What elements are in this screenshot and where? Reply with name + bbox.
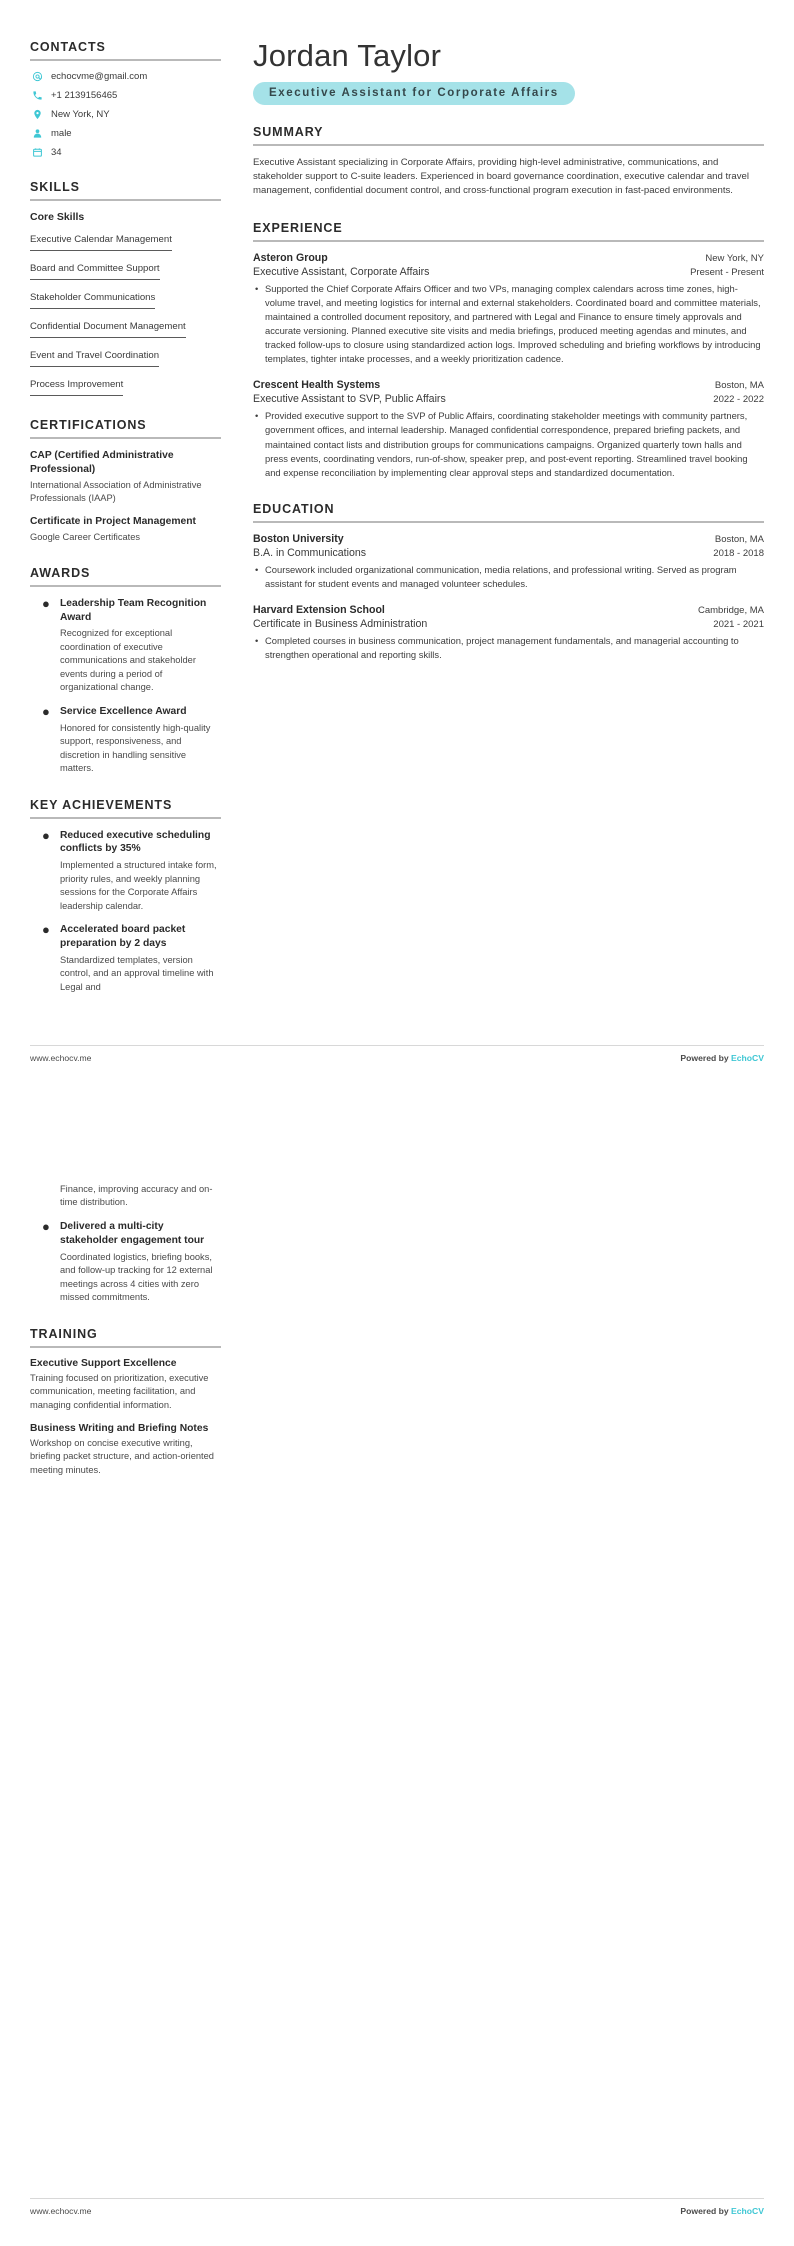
certifications-heading: CERTIFICATIONS xyxy=(30,417,147,432)
bullet-dot-icon: ● xyxy=(42,703,50,719)
experience-dates: Present - Present xyxy=(690,266,764,278)
award-description: Recognized for exceptional coordination of executive communications and stakeholder events during a period of organizational change. xyxy=(60,628,196,693)
certification-org: International Association of Administrative Professionals (IAAP) xyxy=(30,479,202,503)
experience-org-row xyxy=(253,379,764,391)
training-item xyxy=(30,1423,221,1477)
section-divider xyxy=(30,585,221,587)
award-title: Leadership Team Recognition Award xyxy=(60,597,207,623)
section-divider xyxy=(253,144,764,146)
bullet-dot-icon: • xyxy=(255,282,259,294)
skill-item xyxy=(30,316,221,338)
skills-heading: SKILLS xyxy=(30,180,80,194)
contact-email[interactable] xyxy=(30,71,221,82)
education-org-row xyxy=(253,533,764,545)
contact-email-value: echocvme@gmail.com xyxy=(51,71,148,82)
contact-age xyxy=(30,147,221,158)
page-footer xyxy=(30,2198,764,2216)
section-divider xyxy=(30,199,221,201)
contacts-heading: CONTACTS xyxy=(30,40,106,54)
section-divider xyxy=(30,817,221,819)
award-description: Honored for consistently high-quality support, responsiveness, and discretion in handling sensitive matters. xyxy=(60,722,211,774)
key-achievements-heading: KEY ACHIEVEMENTS xyxy=(30,797,173,812)
experience-role-row xyxy=(253,391,764,405)
education-location: Boston, MA xyxy=(714,533,764,545)
certification-name: CAP (Certified Administrative Professional) xyxy=(30,449,174,475)
award-item xyxy=(30,705,221,776)
page-title: Jordan Taylor xyxy=(253,38,442,73)
footer-powered-label: Powered by xyxy=(680,1053,732,1063)
education-role-row xyxy=(253,545,764,559)
skill-label: Stakeholder Communications xyxy=(30,292,155,309)
page-footer xyxy=(30,1045,764,1063)
contact-gender xyxy=(30,128,221,139)
contact-location-value: New York, NY xyxy=(51,109,110,120)
bullet-dot-icon: ● xyxy=(42,1218,50,1234)
experience-bullet-text: Supported the Chief Corporate Affairs Officer and two VPs, managing complex calendars across time zones, high-volume travel, and meeting logistics for internal and external stakeholders. Coordinated board and committee materials, maintained a controlled document repository, and partnered with Legal and Finance to ensure timely approvals and accurate versioning. Planned executive site visits and media briefings, produced meeting agendas and minutes, and tracked follow-ups to closure using standardized action logs. Improved scheduling and briefing workflows by introducing templates, tighter intake processes, and a weekly prioritization cadence. xyxy=(265,282,761,365)
footer-website[interactable]: www.echocv.me xyxy=(30,1053,92,1063)
award-item xyxy=(30,597,221,695)
achievement-description: Coordinated logistics, briefing books, and follow-up tracking for 12 external meetings across 4 cities with zero missed commitments. xyxy=(60,1251,213,1303)
education-entry xyxy=(253,604,764,662)
summary-section xyxy=(253,125,764,199)
experience-bullets xyxy=(253,409,764,480)
achievement-title: Reduced executive scheduling conflicts by 35% xyxy=(60,829,211,855)
experience-bullet-text: Provided executive support to the SVP of Public Affairs, coordinating stakeholder meetings with community partners, government offices, and internal leadership. Managed confidential correspondence, prepared briefing packets, and maintained contact lists and distribution groups for communications campaigns. Organized quarterly town halls and press events, coordinating vendors, run-of-show, speaker prep, and post-event reporting. Streamlined travel booking and expense reconciliation by implementing clear approval steps and standardized documentation. xyxy=(265,410,748,478)
contact-phone[interactable] xyxy=(30,90,221,101)
skill-label: Executive Calendar Management xyxy=(30,234,172,251)
left-sidebar xyxy=(30,40,235,1010)
section-divider xyxy=(30,1346,221,1348)
training-section xyxy=(30,1327,221,1478)
education-bullets xyxy=(253,634,764,662)
summary-heading: SUMMARY xyxy=(253,124,324,139)
contact-location xyxy=(30,109,221,120)
education-dates: 2018 - 2018 xyxy=(713,547,764,559)
experience-entry xyxy=(253,379,764,480)
contact-age-value: 34 xyxy=(51,147,62,158)
education-bullet-text: Completed courses in business communication, project management fundamentals, and managerial accounting to strengthen operational and reporting skills. xyxy=(265,635,739,661)
awards-section xyxy=(30,566,221,776)
experience-heading: EXPERIENCE xyxy=(253,220,343,235)
certifications-section xyxy=(30,418,221,544)
training-item xyxy=(30,1358,221,1412)
footer-brand-name: EchoCV xyxy=(731,1053,764,1063)
skill-item xyxy=(30,345,221,367)
achievement-body xyxy=(54,1183,221,1210)
education-bullets xyxy=(253,563,764,591)
email-icon xyxy=(30,71,44,82)
education-degree: Certificate in Business Administration xyxy=(253,618,428,631)
experience-entry xyxy=(253,252,764,367)
education-bullet-text: Coursework included organizational communication, media relations, and professional writing. Served as program assistant for student events and managed volunteer schedules. xyxy=(265,563,737,590)
achievement-description: Implemented a structured intake form, priority rules, and weekly planning sessions for the Corporate Affairs leadership calendar. xyxy=(60,860,217,911)
achievement-body xyxy=(54,1220,221,1305)
experience-org: Crescent Health Systems xyxy=(253,379,381,392)
achievement-item xyxy=(30,923,221,994)
experience-location: Boston, MA xyxy=(714,380,764,392)
training-title: Executive Support Excellence xyxy=(30,1357,177,1369)
experience-section xyxy=(253,221,764,480)
education-entry xyxy=(253,533,764,591)
skill-label: Event and Travel Coordination xyxy=(30,350,159,367)
resume-page-2 xyxy=(0,1123,794,2246)
footer-brand xyxy=(680,2206,764,2216)
achievement-description-continued: Finance, improving accuracy and on-time distribution. xyxy=(60,1184,213,1208)
bullet-spacer xyxy=(42,1183,54,1210)
achievement-body xyxy=(54,923,221,994)
page-columns xyxy=(30,1163,764,1499)
page-columns xyxy=(30,40,764,1010)
skill-label: Process Improvement xyxy=(30,379,123,396)
skills-section xyxy=(30,180,221,396)
bullet-dot-icon: ● xyxy=(42,922,50,938)
footer-brand-name: EchoCV xyxy=(731,2206,764,2216)
achievement-item xyxy=(30,829,221,914)
achievement-body xyxy=(54,829,221,914)
education-degree: B.A. in Communications xyxy=(253,546,367,559)
education-location: Cambridge, MA xyxy=(698,605,764,617)
section-divider xyxy=(30,437,221,439)
education-bullet xyxy=(255,634,764,662)
education-dates: 2021 - 2021 xyxy=(713,619,764,631)
award-body xyxy=(54,597,221,695)
contact-gender-value: male xyxy=(51,128,72,139)
left-sidebar-continued xyxy=(30,1163,235,1499)
section-divider xyxy=(253,521,764,523)
skill-item xyxy=(30,287,221,309)
certification-item xyxy=(30,449,221,505)
skill-label: Confidential Document Management xyxy=(30,321,186,338)
main-content xyxy=(235,40,764,684)
skill-item xyxy=(30,258,221,280)
experience-role: Executive Assistant, Corporate Affairs xyxy=(253,265,430,278)
footer-website[interactable]: www.echocv.me xyxy=(30,2206,92,2216)
training-title: Business Writing and Briefing Notes xyxy=(30,1423,209,1434)
bullet-dot-icon: • xyxy=(255,635,259,647)
achievement-description-truncated: Standardized templates, version control, and an approval timeline with Legal and xyxy=(60,954,214,992)
experience-dates: 2022 - 2022 xyxy=(713,394,764,406)
footer-powered-label: Powered by xyxy=(680,2206,732,2216)
certification-name: Certificate in Project Management xyxy=(30,515,196,527)
bullet-dot-icon: • xyxy=(255,410,259,422)
experience-bullet xyxy=(255,409,764,480)
award-body xyxy=(54,705,221,776)
skill-label: Board and Committee Support xyxy=(30,263,160,280)
section-divider xyxy=(253,240,764,242)
phone-icon xyxy=(30,90,44,101)
contact-phone-value: +1 2139156465 xyxy=(51,90,118,101)
summary-text: Executive Assistant specializing in Corporate Affairs, providing high-level administrative, communications, and stakeholder support to C-suite leaders. Experienced in board governance coordination, executive calendar and travel management, confidential document control, and cross-functional program execution in fast-paced environments. xyxy=(253,156,749,197)
skills-group-title: Core Skills xyxy=(30,211,85,223)
bullet-dot-icon: • xyxy=(255,563,259,575)
experience-bullet xyxy=(255,282,764,367)
experience-bullets xyxy=(253,282,764,367)
achievement-continuation xyxy=(30,1183,221,1210)
experience-role-row xyxy=(253,264,764,278)
education-org: Boston University xyxy=(253,532,344,545)
achievement-title: Accelerated board packet preparation by 2 days xyxy=(60,924,186,950)
award-title: Service Excellence Award xyxy=(60,705,187,717)
bullet-dot-icon: ● xyxy=(42,595,50,611)
training-heading: TRAINING xyxy=(30,1326,98,1341)
education-section xyxy=(253,502,764,662)
bullet-dot-icon: ● xyxy=(42,827,50,843)
person-icon xyxy=(30,128,44,139)
experience-role: Executive Assistant to SVP, Public Affairs xyxy=(253,393,446,406)
achievement-title: Delivered a multi-city stakeholder engagement tour xyxy=(60,1220,205,1246)
awards-heading: AWARDS xyxy=(30,565,91,580)
experience-org: Asteron Group xyxy=(253,251,328,264)
certification-org: Google Career Certificates xyxy=(30,531,141,542)
skill-item xyxy=(30,229,221,251)
section-divider xyxy=(30,59,221,61)
experience-location: New York, NY xyxy=(705,252,764,264)
education-role-row xyxy=(253,616,764,630)
role-badge: Executive Assistant for Corporate Affairs xyxy=(253,82,575,105)
education-org: Harvard Extension School xyxy=(253,604,385,617)
achievement-item xyxy=(30,1220,221,1305)
footer-brand xyxy=(680,1053,764,1063)
experience-org-row xyxy=(253,252,764,264)
education-heading: EDUCATION xyxy=(253,501,335,516)
location-pin-icon xyxy=(30,109,44,120)
calendar-icon xyxy=(30,147,44,158)
training-description: Training focused on prioritization, executive communication, meeting facilitation, and managing confidential information. xyxy=(30,1372,209,1410)
training-description: Workshop on concise executive writing, briefing packet structure, and action-oriented meeting minutes. xyxy=(30,1438,214,1475)
contacts-section xyxy=(30,40,221,158)
education-org-row xyxy=(253,604,764,616)
education-bullet xyxy=(255,563,764,591)
key-achievements-section xyxy=(30,798,221,995)
skill-item xyxy=(30,374,221,396)
certification-item xyxy=(30,515,221,544)
